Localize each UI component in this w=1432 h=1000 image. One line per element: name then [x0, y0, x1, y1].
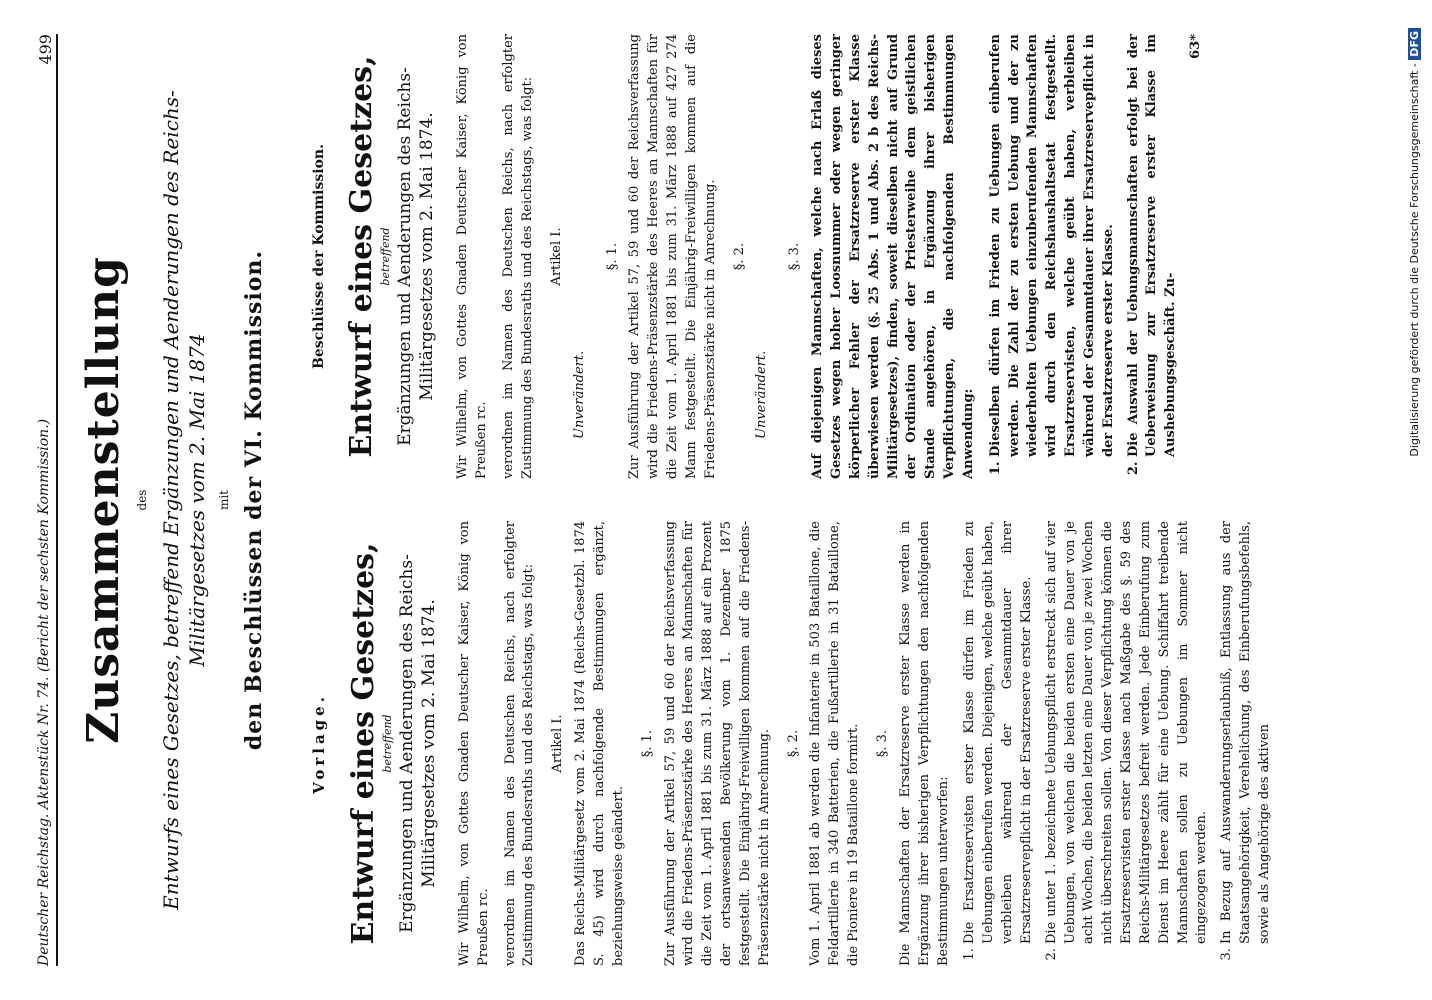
- draft-subtitle: Ergänzungen und Aenderungen des Reichs-Militärgesetzes vom 2. Mai 1874.: [396, 554, 439, 933]
- section-3-text: Auf diejenigen Mannschaften, welche nach Erlaß dieses Gesetzes wegen hoher Loosnummer oder wegen geringer körperlicher Fehler der Ersatzreserve erster Klasse überwiesen werden (§. 25 Abs. 1 und Abs. 2 b des Reichs-Militärgesetzes), finden, soweit dieselben nicht auf Grund der Ordination oder der Priesterweihe dem geistlichen Stande angehören, in Ergänzung ihrer bisherigen Verpflichtungen, die nachfolgenden Bestimmungen Anwendung:: [810, 34, 976, 479]
- left-column: [309, 521, 1281, 966]
- document-header: [80, 34, 271, 966]
- verordnen-paragraph: verordnen im Namen des Deutschen Reichs, nach erfolgter Zustimmung des Bundesraths und des Reichstags, was folgt:: [501, 34, 536, 479]
- draft-subtitle: Ergänzungen und Aenderungen des Reichs-Militärgesetzes vom 2. Mai 1874.: [395, 67, 438, 446]
- dfg-logo: DFG: [1408, 28, 1421, 60]
- intro-paragraph: Wir Wilhelm, von Gottes Gnaden Deutscher Kaiser, König von Preußen rc.: [455, 34, 490, 479]
- draft-title: Entwurf eines Gesetzes,: [345, 542, 381, 945]
- section-2-heading: §. 2.: [731, 242, 747, 271]
- dfg-credit-text: Digitalisierung gefördert durch die Deutsche Forschungsgemeinschaft -: [1408, 63, 1421, 457]
- section-1-text: Zur Ausführung der Artikel 57, 59 und 60 der Reichsverfassung wird die Friedens-Präsenzstärke des Heeres an Mannschaften für die Zeit vom 1. April 1881 bis zum 31. März 1888 auf 427 274 Mann festgestellt. Die Einjährig-Freiwilligen kommen auf die Friedens-Präsenzstärke nicht in Anrechnung.: [627, 34, 718, 479]
- section-1-text: Zur Ausführung der Artikel 57, 59 und 60 der Reichsverfassung wird die Friedens-Präsenzstärke des Heeres an Mannschaften für die Zeit vom 1. April 1881 bis zum 31. März 1888 auf ein Prozent der ortsanwesenden Bevölkerung vom 1. Dezember 1875 festgestellt. Die Einjährig-Freiwilligen kommen auf die Friedens-Präsenzstärke nicht in Anrechnung.: [662, 521, 772, 966]
- list-item: 2. Die Auswahl der Uebungsmannschaften erfolgt bei der Ueberweisung zur Ersatzreserve erster Klasse im Aushebungsgeschäft. Zu-: [1125, 34, 1182, 457]
- running-head-text: Deutscher Reichstag. Aktenstück Nr. 74. (Bericht der sechsten Kommission.): [36, 418, 52, 966]
- section-3-heading: §. 3.: [787, 242, 803, 271]
- verordnen-paragraph: verordnen im Namen des Deutschen Reichs, nach erfolgter Zustimmung des Bundesraths und des Reichstags, was folgt:: [502, 521, 537, 966]
- right-column: [309, 34, 1281, 479]
- digitization-sidebar: [1404, 8, 1430, 998]
- list-item: 3. In Bezug auf Auswanderungserlaubniß, Entlassung aus der Staatsangehörigkeit, Verehelichung, des Einberufungsbefehls, sowie als Angehörige des aktiven: [1218, 521, 1275, 944]
- section-3-list: [961, 521, 1275, 966]
- list-item: 1. Die Ersatzreservisten erster Klasse dürfen im Frieden zu Uebungen einberufen werden. Diejenigen, welche geübt haben, verbleiben während der Gesammtdauer ihrer Ersatzreservepflicht in der Ersatzreserve erster Klasse.: [961, 521, 1036, 944]
- section-3-heading: §. 3.: [874, 729, 890, 758]
- intro-paragraph: Wir Wilhelm, von Gottes Gnaden Deutscher Kaiser, König von Preußen rc.: [456, 521, 491, 966]
- section-3-list: [987, 34, 1181, 479]
- left-column-heading: Vorlage.: [310, 693, 329, 794]
- commission-line: den Beschlüssen der VI. Kommission.: [241, 249, 268, 751]
- section-1-heading: §. 1.: [639, 729, 655, 758]
- section-1-heading: §. 1.: [604, 242, 620, 271]
- unchanged-note: Unverändert.: [754, 350, 770, 439]
- article-heading: Artikel I.: [550, 714, 566, 773]
- running-head: [30, 34, 58, 966]
- header-des: des: [135, 489, 150, 511]
- page-number: 499: [36, 34, 55, 65]
- dfg-credit: [1408, 28, 1421, 988]
- two-column-body: [309, 34, 1281, 966]
- header-mit: mit: [216, 489, 231, 511]
- draft-title: Entwurf eines Gesetzes,: [344, 55, 380, 458]
- right-column-heading: Beschlüsse der Kommission.: [311, 144, 328, 369]
- signature-mark: 63*: [1188, 34, 1204, 59]
- betreffend: betreffend: [380, 714, 394, 773]
- list-item: 2. Die unter 1. bezeichnete Uebungspflicht erstreckt sich auf vier Uebungen, von welchen die beiden ersten eine Dauer von je acht Wochen, die beiden letzten eine Dauer von je zwei Wochen nicht überschreiten sollen. Von dieser Verpflichtung können die Ersatzreservisten erster Klasse nach Maßgabe des §. 59 des Reichs-Militärgesetzes befreit werden. Jede Einberufung zum Dienst im Heere zählt für eine Uebung. Schiffahrt treibende Mannschaften sollen zu Uebungen im Sommer nicht eingezogen werden.: [1043, 521, 1213, 944]
- unchanged-note: Unverändert.: [571, 350, 587, 439]
- document-title: Zusammenstellung: [78, 256, 129, 744]
- section-2-text: Vom 1. April 1881 ab werden die Infanterie in 503 Bataillone, die Feldartillerie in 340 Batterien, die Fußartillerie in 31 Bataillone, die Pioniere in 19 Bataillone formirt.: [808, 521, 862, 966]
- list-item: 1. Dieselben dürfen im Frieden zu Uebungen einberufen werden. Die Zahl der zu ersten Uebung und der zu wiederholten Uebungen einzuberufenden Mannschaften wird durch den Reichshaushaltsetat festgestellt. Ersatzreservisten, welche geübt haben, verbleiben während der Gesammtdauer ihrer Ersatzreservepflicht in der Ersatzreserve erster Klasse.: [987, 34, 1119, 457]
- section-3-text: Die Mannschaften der Ersatzreserve erster Klasse werden in Ergänzung ihrer bisherigen Verpflichtungen den nachfolgenden Bestimmungen unterworfen:: [897, 521, 951, 966]
- betreffend: betreffend: [379, 227, 393, 286]
- article-heading: Artikel I.: [548, 227, 564, 286]
- article-text: Das Reichs-Militärgesetz vom 2. Mai 1874 (Reichs-Gesetzbl. 1874 S. 45) wird durch nachfolgende Bestimmungen ergänzt, beziehungsweise geändert.: [573, 521, 626, 966]
- section-2-heading: §. 2.: [785, 729, 801, 758]
- document-subtitle: Entwurfs eines Gesetzes, betreffend Ergänzungen und Aenderungen des Reichs-Militärgesetzes vom 2. Mai 1874: [158, 90, 209, 910]
